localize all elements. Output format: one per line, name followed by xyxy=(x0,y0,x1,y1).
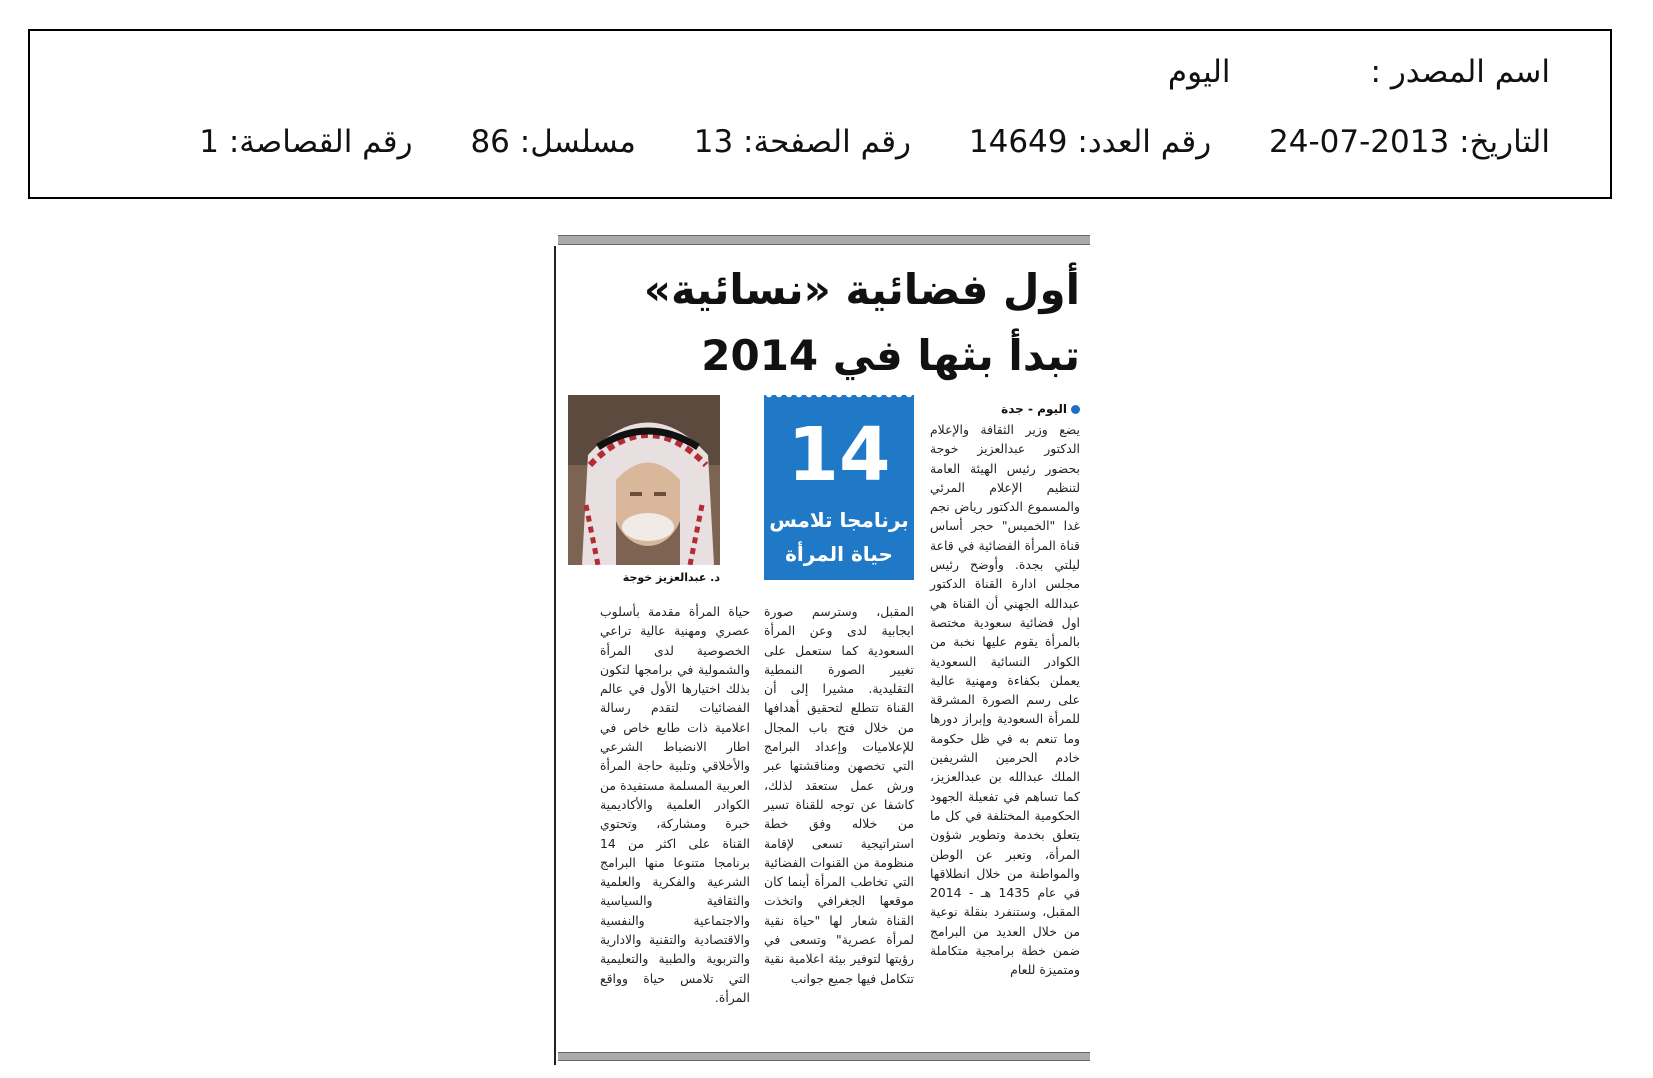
newspaper-clipping xyxy=(558,235,1090,1065)
source-label: اسم المصدر : xyxy=(1370,54,1550,90)
portrait-photo xyxy=(568,395,720,565)
metadata-box xyxy=(28,29,1612,199)
page-value: 13 xyxy=(693,124,734,160)
article-column-3: حياة المرأة مقدمة بأسلوب عصري ومهنية عالية تراعي الخصوصية لدى المرأة والشمولية في برامجها لتكون بذلك اختيارها الأول في عالم الفضائيات لتقدم رسالة اعلامية ذات طابع خاص في اطار الانضباط الشرعي والأخلاقي وتلبية حاجة المرأة العربية المسلمة مستفيدة من الكوادر العلمية والأكاديمية خبرة ومشاركة، وتحتوي القناة على اكثر من 14 برنامجا متنوعا منها البرامج الشرعية والفكرية والعلمية والثقافية والسياسية والاجتماعية والنفسية والاقتصادية والتقنية والادارية والتربوية والطبية والتعليمية التي تلامس حياة وواقع المرأة. xyxy=(600,604,750,1005)
details-line xyxy=(199,117,1550,167)
photo-caption: د. عبدالعزيز خوجة xyxy=(622,571,720,584)
article-column-1: يضع وزير الثقافة والإعلام الدكتور عبدالعزيز خوجة بحضور رئيس الهيئة العامة لتنظيم الإعلام المرئي والمسموع الدكتور رياض نجم غدا "الخميس" حجر أساس قناة المرأة الفضائية في قاعة ليلتي بجدة. وأوضح رئيس مجلس ادارة القناة الدكتور عبدالله الجهني أن القناة هي اول فضائية سعودية مختصة بالمرأة يقوم عليها نخبة من الكوادر النسائية السعودية يعملن بكفاءة ومهنية عالية على رسم الصورة المشرقة للمرأة السعودية وإبراز دورها وما تنعم به في ظل حكومة خادم الحرمين الشريفين الملك عبدالله بن عبدالعزيز، كما تساهم في تفعيلة الجهود الحكومية المختلفة في كل ما يتعلق بخدمة وتطوير شؤون المرأة، وتعبر عن الوطن والمواطنة من خلال انطلاقها في عام 1435 هـ - 2014 المقبل، وستنفرد بنقلة نوعية من خلال العديد من البرامج ضمن خطة برامجية متكاملة ومتميزة للعام xyxy=(930,422,1081,978)
source-line xyxy=(1168,47,1550,97)
portrait-illustration xyxy=(568,395,720,565)
byline-text: اليوم - جدة xyxy=(1001,402,1067,416)
bullet-icon xyxy=(1071,405,1080,414)
date-label: التاريخ: xyxy=(1459,124,1550,160)
infobox-text: برنامجا تلامس حياة المرأة xyxy=(769,508,909,566)
clipping-left-rule xyxy=(554,246,556,1065)
serial-label: مسلسل: xyxy=(519,124,636,160)
bottom-rule xyxy=(558,1052,1090,1061)
issue-value: 14649 xyxy=(968,124,1068,160)
date-value: 24-07-2013 xyxy=(1269,124,1450,160)
page-label: رقم الصفحة: xyxy=(743,124,912,160)
infobox xyxy=(764,395,914,580)
article-headline: أول فضائية «نسائية» تبدأ بثها في 2014 xyxy=(643,265,1080,380)
clip-value: 1 xyxy=(199,124,219,160)
infobox-number: 14 xyxy=(787,412,891,498)
top-rule xyxy=(558,235,1090,245)
article-column-2: المقبل، وسترسم صورة ايجابية لدى وعن المرأة السعودية كما ستعمل على تغيير الصورة النمطية التقليدية. مشيرا إلى أن القناة تتطلع لتحقيق أهدافها من خلال فتح باب المجال للإعلاميات وإعداد البرامج التي تخصهن ومناقشتها عبر ورش عمل ستعقد لذلك، كاشفا عن توجه للقناة تسير من خلاله وفق خطة استراتيجية تسعى لإقامة منظومة من القنوات الفضائية التي تخاطب المرأة أينما كان موقعها الجغرافي واتخذت القناة شعار لها "حياة نقية لمرأة عصرية" وتسعى في رؤيتها لتوفير بيئة اعلامية نقية تتكامل فيها جميع جوانب xyxy=(764,604,914,986)
issue-label: رقم العدد: xyxy=(1077,124,1212,160)
infobox-dots xyxy=(764,389,914,399)
source-value: اليوم xyxy=(1167,54,1231,90)
clip-label: رقم القصاصة: xyxy=(228,124,413,160)
byline xyxy=(1001,402,1080,416)
serial-value: 86 xyxy=(470,124,510,160)
